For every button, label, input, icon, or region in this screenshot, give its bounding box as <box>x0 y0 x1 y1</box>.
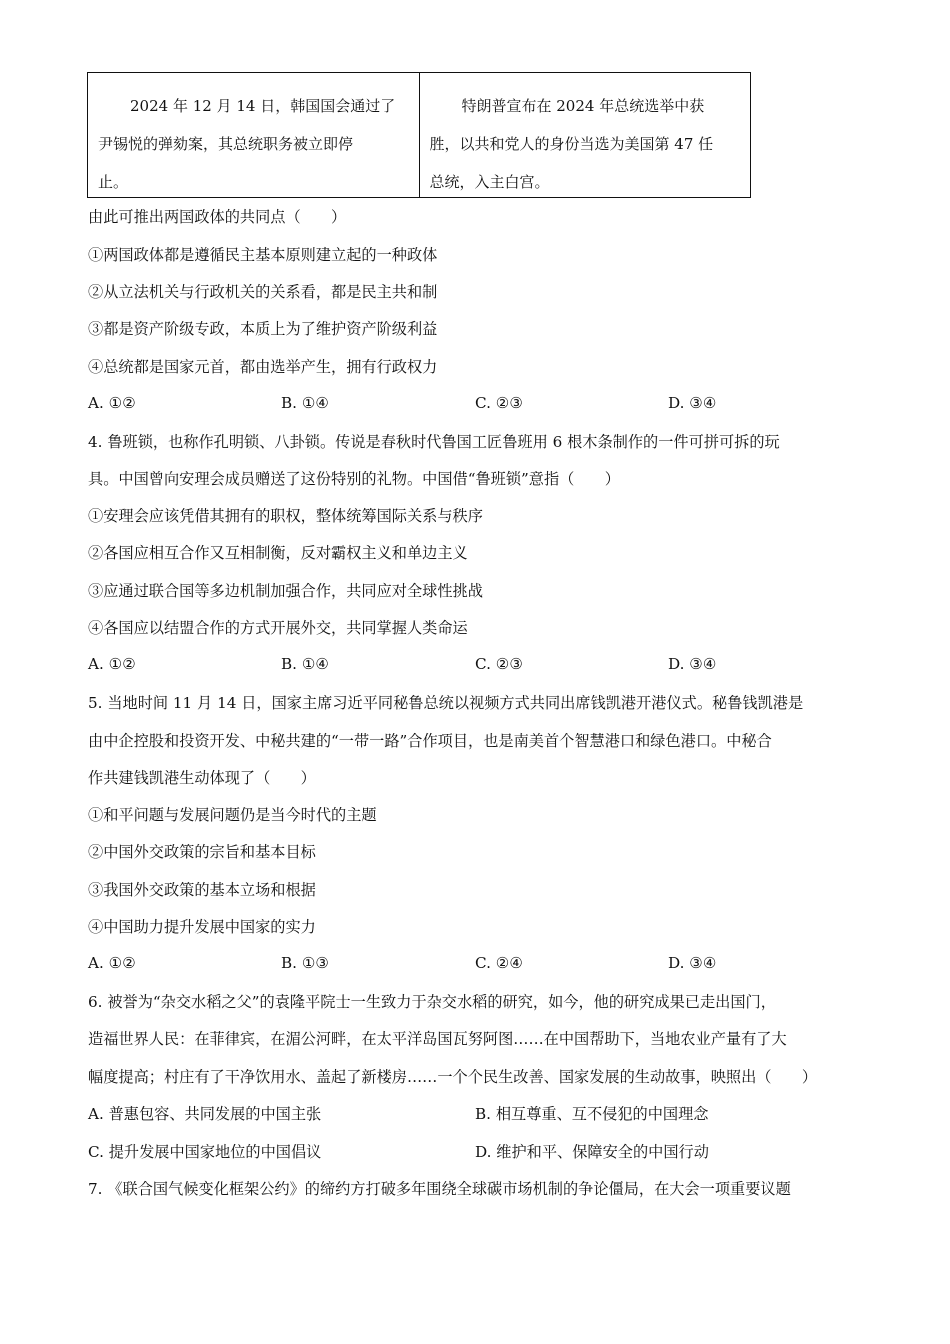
q5-item-4: ④中国助力提升发展中国家的实力 <box>88 918 316 936</box>
material-korea <box>88 73 420 197</box>
q3-item-4: ④总统都是国家元首，都由选举产生，拥有行政权力 <box>88 358 438 376</box>
q5-stem-line-2: 由中企控股和投资开发、中秘共建的“一带一路”合作项目，也是南美首个智慧港口和绿色港口。中秘合 <box>88 732 772 750</box>
q6-option-d: D. 维护和平、保障安全的中国行动 <box>475 1143 709 1161</box>
q6-option-c: C. 提升发展中国家地位的中国倡议 <box>88 1143 322 1161</box>
q7-stem-line-1: 7. 《联合国气候变化框架公约》的缔约方打破多年围绕全球碳市场机制的争论僵局，在大会一项重要议题 <box>88 1180 791 1198</box>
q5-option-b: B. ①③ <box>281 954 330 972</box>
q5-stem-line-3: 作共建钱凯港生动体现了（ ） <box>88 769 316 787</box>
q6-stem-line-1: 6. 被誉为“杂交水稻之父”的袁隆平院士一生致力于杂交水稻的研究，如今，他的研究成果已走出国门， <box>88 993 776 1011</box>
q5-item-2: ②中国外交政策的宗旨和基本目标 <box>88 843 316 861</box>
q3-option-a: A. ①② <box>88 394 136 412</box>
material-usa <box>420 73 751 197</box>
q4-option-d: D. ③④ <box>668 655 717 673</box>
q5-stem-line-1: 5. 当地时间 11 月 14 日，国家主席习近平同秘鲁总统以视频方式共同出席钱凯港开港仪式。秘鲁钱凯港是 <box>88 694 804 712</box>
q4-option-b: B. ①④ <box>281 655 330 673</box>
q3-item-3: ③都是资产阶级专政，本质上为了维护资产阶级利益 <box>88 320 438 338</box>
q4-stem-line-1: 4. 鲁班锁，也称作孔明锁、八卦锁。传说是春秋时代鲁国工匠鲁班用 6 根木条制作的一件可拼可拆的玩 <box>88 433 780 451</box>
material-usa-line-2: 胜，以共和党人的身份当选为美国第 47 任 <box>429 135 714 153</box>
material-korea-line-3: 止。 <box>98 173 129 191</box>
q5-option-a: A. ①② <box>88 954 136 972</box>
q3-option-c: C. ②③ <box>475 394 523 412</box>
material-usa-line-3: 总统，入主白宫。 <box>429 173 550 191</box>
q3-item-1: ①两国政体都是遵循民主基本原则建立起的一种政体 <box>88 246 438 264</box>
material-korea-line-1: 2024 年 12 月 14 日，韩国国会通过了 <box>130 97 396 115</box>
q4-item-4: ④各国应以结盟合作的方式开展外交，共同掌握人类命运 <box>88 619 468 637</box>
q3-item-2: ②从立法机关与行政机关的关系看，都是民主共和制 <box>88 283 438 301</box>
material-korea-line-2: 尹锡悦的弹劾案，其总统职务被立即停 <box>98 135 354 153</box>
q4-option-a: A. ①② <box>88 655 136 673</box>
q6-option-a: A. 普惠包容、共同发展的中国主张 <box>88 1105 322 1123</box>
q3-option-d: D. ③④ <box>668 394 717 412</box>
q5-option-c: C. ②④ <box>475 954 523 972</box>
q5-item-1: ①和平问题与发展问题仍是当今时代的主题 <box>88 806 377 824</box>
q3-option-b: B. ①④ <box>281 394 330 412</box>
material-table <box>87 72 751 198</box>
q4-item-3: ③应通过联合国等多边机制加强合作，共同应对全球性挑战 <box>88 582 483 600</box>
q6-stem-line-2: 造福世界人民：在菲律宾，在湄公河畔，在太平洋岛国瓦努阿图……在中国帮助下，当地农业产量有了大 <box>88 1030 787 1048</box>
q6-option-b: B. 相互尊重、互不侵犯的中国理念 <box>475 1105 709 1123</box>
q4-item-1: ①安理会应该凭借其拥有的职权，整体统筹国际关系与秩序 <box>88 507 483 525</box>
q5-option-d: D. ③④ <box>668 954 717 972</box>
q4-stem-line-2: 具。中国曾向安理会成员赠送了这份特别的礼物。中国借“鲁班锁”意指（ ） <box>88 470 620 488</box>
q3-stem: 由此可推出两国政体的共同点（ ） <box>88 208 347 226</box>
q6-stem-line-3: 幅度提高；村庄有了干净饮用水、盖起了新楼房……一个个民生改善、国家发展的生动故事，映照出（ ） <box>88 1068 817 1086</box>
q5-item-3: ③我国外交政策的基本立场和根据 <box>88 881 316 899</box>
material-usa-line-1: 特朗普宣布在 2024 年总统选举中获 <box>461 97 705 115</box>
q4-item-2: ②各国应相互合作又互相制衡，反对霸权主义和单边主义 <box>88 544 468 562</box>
q4-option-c: C. ②③ <box>475 655 523 673</box>
